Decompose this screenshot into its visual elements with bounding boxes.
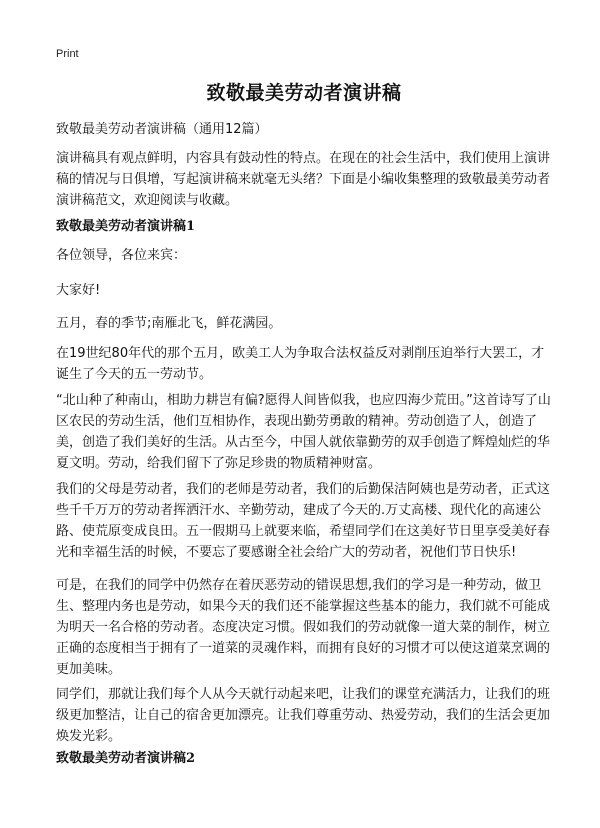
print-link[interactable]: Print bbox=[56, 48, 79, 60]
page-title: 致敬最美劳动者演讲稿 bbox=[206, 82, 402, 104]
section-heading-2: 致敬最美劳动者演讲稿2 bbox=[56, 751, 196, 766]
paragraph-6: 同学们，那就让我们每个人从今天就行动起来吧，让我们的课堂充满活力，让我们的班级更加整洁，让自己的宿舍更加漂亮。让我们尊重劳动、热爱劳动，我们的生活会更加焕发光彩。 bbox=[56, 687, 551, 744]
paragraph-1: 五月，春的季节;南雁北飞，鲜花满园。 bbox=[56, 316, 282, 331]
paragraph-4: 我们的父母是劳动者，我们的老师是劳动者，我们的后勤保洁阿姨也是劳动者，正式这些千千万万的劳动者挥洒汗水、辛勤劳动，建成了今天的.万丈高楼、现代化的高速公路、使荒原变成良田。五一假期马上就要来临，希望同学们在这美好节日里享受美好春光和幸福生活的时候，不要忘了要感谢全社会给广大的劳动者，祝他们节日快乐! bbox=[56, 482, 551, 560]
section-heading-1: 致敬最美劳动者演讲稿1 bbox=[56, 219, 196, 234]
subtitle: 致敬最美劳动者演讲稿（通用12篇） bbox=[56, 122, 268, 137]
paragraph-5: 可是，在我们的同学中仍然存在着厌恶劳动的错误思想,我们的学习是一种劳动，做卫生、整理内务也是劳动，如果今天的我们还不能掌握这些基本的能力，我们就不可能成为明天一名合格的劳动者。态度决定习惯。假如我们的劳动就像一道大菜的制作，树立正确的态度相当于拥有了一道菜的灵魂作料，而拥有良好的习惯才可以使这道菜烹调的更加美味。 bbox=[56, 578, 551, 677]
paragraph-2: 在19世纪80年代的那个五月，欧美工人为争取合法权益反对剥削压迫举行大罢工，才诞生了今天的五一劳动节。 bbox=[56, 346, 545, 382]
paragraph-3: “北山种了种南山，相助力耕岂有偏?愿得人间皆似我，也应四海少荒田。”这首诗写了山区农民的劳动生活，他们互相协作，表现出勤劳勇敢的精神。劳动创造了人，创造了美，创造了我们美好的生活。从古至今，中国人就依靠勤劳的双手创造了辉煌灿烂的华夏文明。劳动，给我们留下了弥足珍贵的物质精神财富。 bbox=[56, 393, 551, 471]
intro-paragraph: 演讲稿具有观点鲜明，内容具有鼓动性的特点。在现在的社会生活中，我们使用上演讲稿的情况与日俱增，写起演讲稿来就毫无头绪？下面是小编收集整理的致敬最美劳动者演讲稿范文，欢迎阅读与收藏。 bbox=[56, 151, 551, 208]
greeting-paragraph: 各位领导，各位来宾： bbox=[56, 248, 187, 263]
hello-paragraph: 大家好! bbox=[56, 283, 101, 298]
